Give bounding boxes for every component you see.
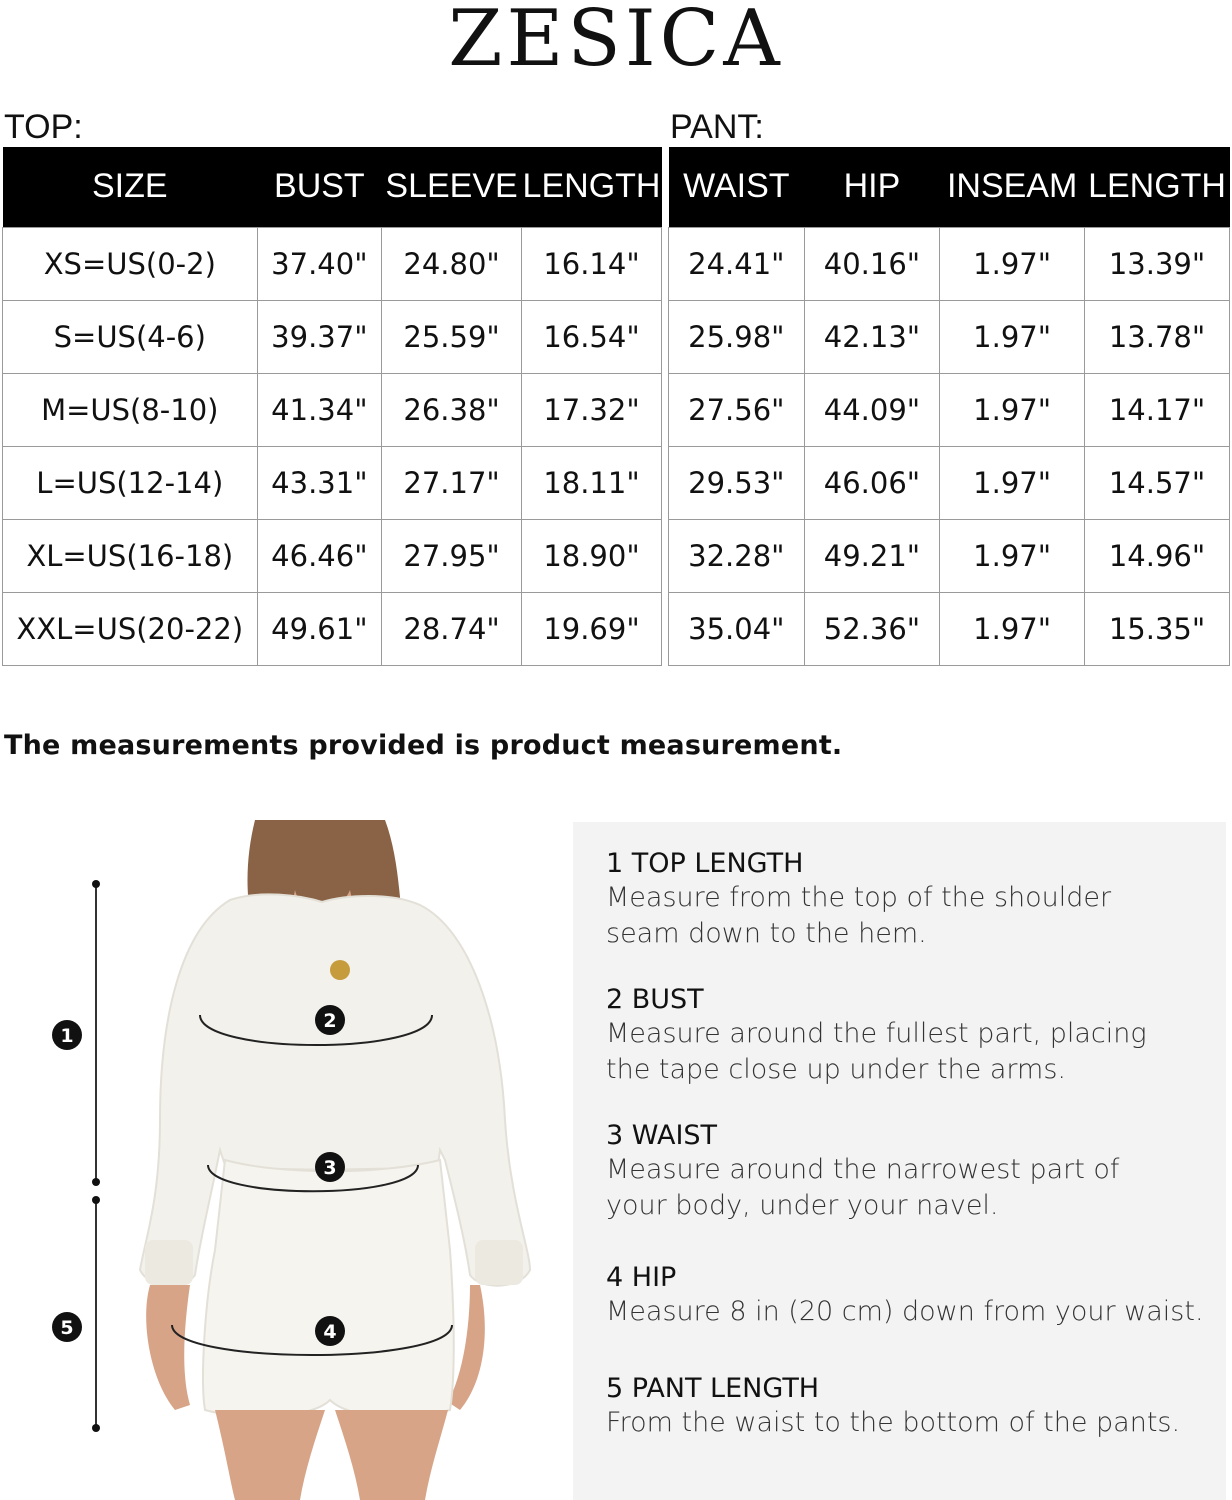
guide-desc-line: Measure around the narrowest part of xyxy=(606,1154,1120,1185)
top-header-bust: BUST xyxy=(257,147,382,227)
table-cell: 28.74" xyxy=(382,592,522,665)
top-header-size: SIZE xyxy=(3,147,258,227)
table-cell: 44.09" xyxy=(804,373,940,446)
top-size-table xyxy=(2,147,662,666)
guide-desc-line: Measure from the top of the shoulder xyxy=(606,882,1112,913)
guide-item-hip xyxy=(606,1262,1204,1330)
marker-2 xyxy=(315,1005,345,1035)
table-cell: 1.97" xyxy=(940,300,1085,373)
pant-size-table xyxy=(668,147,1230,666)
table-cell: 27.17" xyxy=(382,446,522,519)
table-row xyxy=(3,446,662,519)
marker-3-label: 3 xyxy=(323,1157,337,1179)
table-cell: 16.14" xyxy=(522,227,662,300)
table-cell: 52.36" xyxy=(804,592,940,665)
marker-5 xyxy=(52,1312,82,1342)
table-row xyxy=(669,519,1230,592)
guide-item-top-length xyxy=(606,848,1111,952)
table-cell: 32.28" xyxy=(669,519,805,592)
right-leg xyxy=(335,1410,448,1500)
measurement-guide-box xyxy=(573,822,1226,1500)
top-section-label: TOP: xyxy=(4,108,83,146)
measurement-note: The measurements provided is product measurement. xyxy=(4,730,843,761)
table-cell: 13.78" xyxy=(1085,300,1230,373)
table-cell: 15.35" xyxy=(1085,592,1230,665)
top-length-start-dot xyxy=(92,880,100,888)
pant-table-header-row xyxy=(669,147,1230,227)
right-cuff xyxy=(475,1240,523,1285)
table-row xyxy=(3,300,662,373)
table-cell: 1.97" xyxy=(940,592,1085,665)
table-row xyxy=(669,300,1230,373)
table-cell: S=US(4-6) xyxy=(3,300,258,373)
left-leg xyxy=(215,1410,325,1500)
model-measurement-illustration xyxy=(0,820,560,1500)
table-row xyxy=(3,592,662,665)
marker-1-label: 1 xyxy=(60,1025,74,1047)
table-cell: 27.95" xyxy=(382,519,522,592)
table-cell: 26.38" xyxy=(382,373,522,446)
table-cell: 1.97" xyxy=(940,446,1085,519)
marker-4-label: 4 xyxy=(323,1321,337,1343)
table-cell: 24.41" xyxy=(669,227,805,300)
guide-desc-line: the tape close up under the arms. xyxy=(606,1054,1066,1085)
necklace-pendant xyxy=(330,960,350,980)
table-cell: 18.90" xyxy=(522,519,662,592)
table-row xyxy=(669,592,1230,665)
shorts-shape xyxy=(203,1160,454,1417)
table-cell: 25.98" xyxy=(669,300,805,373)
guide-desc-line: Measure around the fullest part, placing xyxy=(606,1018,1147,1049)
table-cell: 25.59" xyxy=(382,300,522,373)
model-illustration-svg xyxy=(0,820,560,1500)
guide-desc-line: From the waist to the bottom of the pants. xyxy=(606,1407,1181,1438)
table-cell: 17.32" xyxy=(522,373,662,446)
guide-item-waist xyxy=(606,1120,1119,1224)
guide-desc-line: your body, under your navel. xyxy=(606,1190,999,1221)
table-cell: 14.96" xyxy=(1085,519,1230,592)
left-hand xyxy=(146,1285,190,1410)
top-header-sleeve: SLEEVE xyxy=(382,147,522,227)
table-cell: 1.97" xyxy=(940,519,1085,592)
left-cuff xyxy=(145,1240,193,1285)
top-length-end-dot xyxy=(92,1178,100,1186)
table-cell: 13.39" xyxy=(1085,227,1230,300)
pant-section-label: PANT: xyxy=(670,108,764,146)
table-cell: 18.11" xyxy=(522,446,662,519)
table-cell: 19.69" xyxy=(522,592,662,665)
table-row xyxy=(3,227,662,300)
marker-4 xyxy=(315,1316,345,1346)
guide-item-pant-length xyxy=(606,1373,1180,1441)
pant-header-hip: HIP xyxy=(804,147,940,227)
pant-header-length: LENGTH xyxy=(1085,147,1230,227)
table-cell: 29.53" xyxy=(669,446,805,519)
marker-3 xyxy=(315,1152,345,1182)
table-cell: 49.61" xyxy=(257,592,382,665)
table-cell: 46.46" xyxy=(257,519,382,592)
guide-desc-line: Measure 8 in (20 cm) down from your waist. xyxy=(606,1296,1204,1327)
guide-title: 2 BUST xyxy=(606,984,704,1015)
table-row xyxy=(669,227,1230,300)
pant-length-start-dot xyxy=(92,1196,100,1204)
table-cell: 40.16" xyxy=(804,227,940,300)
table-cell: 1.97" xyxy=(940,227,1085,300)
table-cell: M=US(8-10) xyxy=(3,373,258,446)
guide-desc-line: seam down to the hem. xyxy=(606,918,927,949)
top-table-header-row xyxy=(3,147,662,227)
table-cell: 35.04" xyxy=(669,592,805,665)
table-cell: 39.37" xyxy=(257,300,382,373)
table-row xyxy=(3,519,662,592)
table-row xyxy=(669,446,1230,519)
table-cell: XXL=US(20-22) xyxy=(3,592,258,665)
top-header-length: LENGTH xyxy=(522,147,662,227)
pant-header-inseam: INSEAM xyxy=(940,147,1085,227)
table-cell: XL=US(16-18) xyxy=(3,519,258,592)
table-cell: 14.57" xyxy=(1085,446,1230,519)
marker-2-label: 2 xyxy=(323,1010,337,1032)
guide-title: 1 TOP LENGTH xyxy=(606,848,804,879)
guide-item-bust xyxy=(606,984,1147,1088)
table-cell: 43.31" xyxy=(257,446,382,519)
table-cell: 49.21" xyxy=(804,519,940,592)
guide-title: 5 PANT LENGTH xyxy=(606,1373,820,1404)
table-row xyxy=(669,373,1230,446)
table-cell: 41.34" xyxy=(257,373,382,446)
table-cell: 1.97" xyxy=(940,373,1085,446)
table-cell: 14.17" xyxy=(1085,373,1230,446)
pant-header-waist: WAIST xyxy=(669,147,805,227)
table-cell: L=US(12-14) xyxy=(3,446,258,519)
table-cell: 46.06" xyxy=(804,446,940,519)
table-cell: 27.56" xyxy=(669,373,805,446)
table-cell: 24.80" xyxy=(382,227,522,300)
table-cell: 37.40" xyxy=(257,227,382,300)
table-cell: 42.13" xyxy=(804,300,940,373)
brand-logo: ZESICA xyxy=(448,0,784,84)
table-cell: XS=US(0-2) xyxy=(3,227,258,300)
marker-5-label: 5 xyxy=(60,1317,74,1339)
table-cell: 16.54" xyxy=(522,300,662,373)
pant-length-end-dot xyxy=(92,1424,100,1432)
guide-title: 4 HIP xyxy=(606,1262,677,1293)
marker-1 xyxy=(52,1020,82,1050)
guide-title: 3 WAIST xyxy=(606,1120,718,1151)
table-row xyxy=(3,373,662,446)
